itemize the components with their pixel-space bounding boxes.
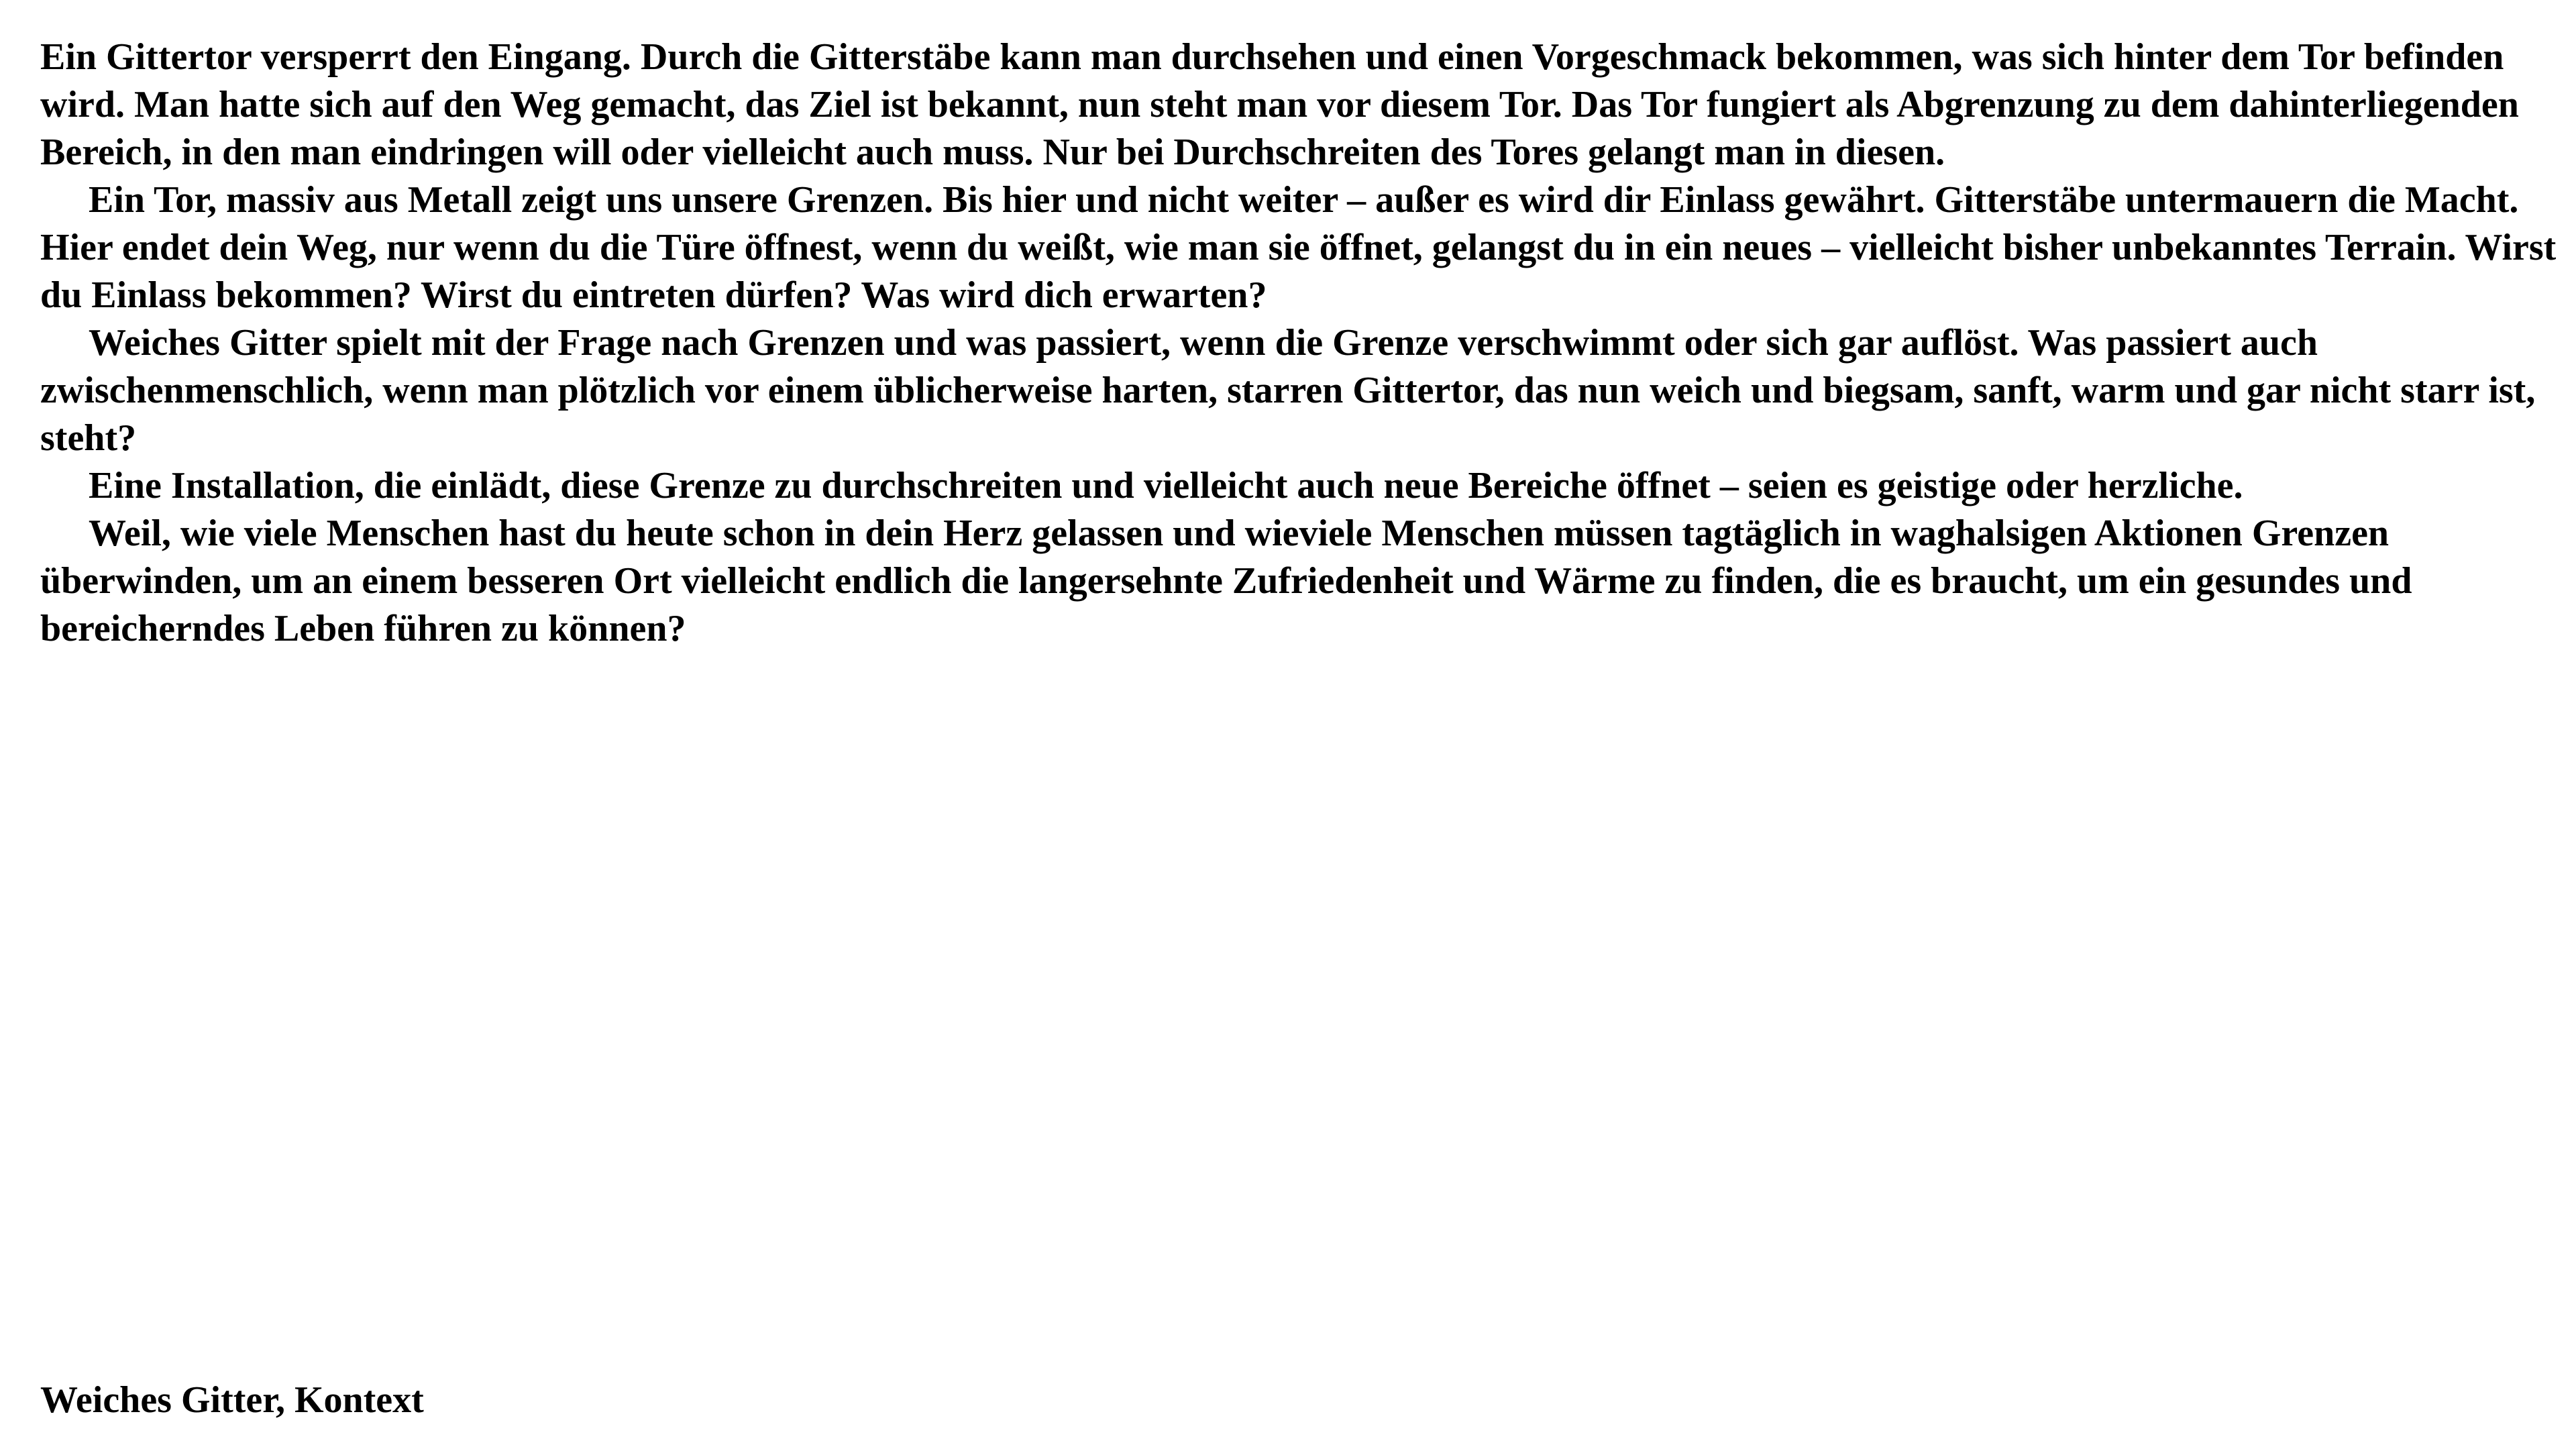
paragraph-2: Ein Tor, massiv aus Metall zeigt uns unsere Grenzen. Bis hier und nicht weiter – außer es wird dir Einlass gewährt. Gitterstäbe untermauern die Macht. Hier endet dein Weg, nur wenn du die Türe öffnest, wenn du weißt, wie man sie öffnet, gelangst du in ein neues – vielleicht bisher unbekanntes Terrain. Wirst du Einlass bekommen? Wirst du eintreten dürfen? Was wird dich erwarten? (40, 179, 2557, 316)
paragraph-4: Eine Installation, die einlädt, diese Grenze zu durchschreiten und vielleicht auch neue Bereiche öffnet – seien es geistige oder herzliche. (89, 465, 2243, 506)
paragraph-5: Weil, wie viele Menschen hast du heute schon in dein Herz gelassen und wieviele Menschen müssen tagtäglich in waghalsigen Aktionen Grenzen überwinden, um an einem besseren Ort vielleicht endlich die langersehnte Zufriedenheit und Wärme zu finden, die es braucht, um ein gesundes und bereicherndes Leben führen zu können? (40, 513, 2412, 649)
document-caption: Weiches Gitter, Kontext (40, 1379, 424, 1421)
document-body (40, 34, 2563, 653)
paragraph-3: Weiches Gitter spielt mit der Frage nach Grenzen und was passiert, wenn die Grenze verschwimmt oder sich gar auflöst. Was passiert auch zwischenmenschlich, wenn man plötzlich vor einem üblicherweise harten, starren Gittertor, das nun weich und biegsam, sanft, warm und gar nicht starr ist, steht? (40, 322, 2536, 459)
paragraph-1: Ein Gittertor versperrt den Eingang. Durch die Gitterstäbe kann man durchsehen und einen Vorgeschmack bekommen, was sich hinter dem Tor befinden wird. Man hatte sich auf den Weg gemacht, das Ziel ist bekannt, nun steht man vor diesem Tor. Das Tor fungiert als Abgrenzung zu dem dahinterliegenden Bereich, in den man eindringen will oder vielleicht auch muss. Nur bei Durchschreiten des Tores gelangt man in diesen. (40, 36, 2519, 173)
